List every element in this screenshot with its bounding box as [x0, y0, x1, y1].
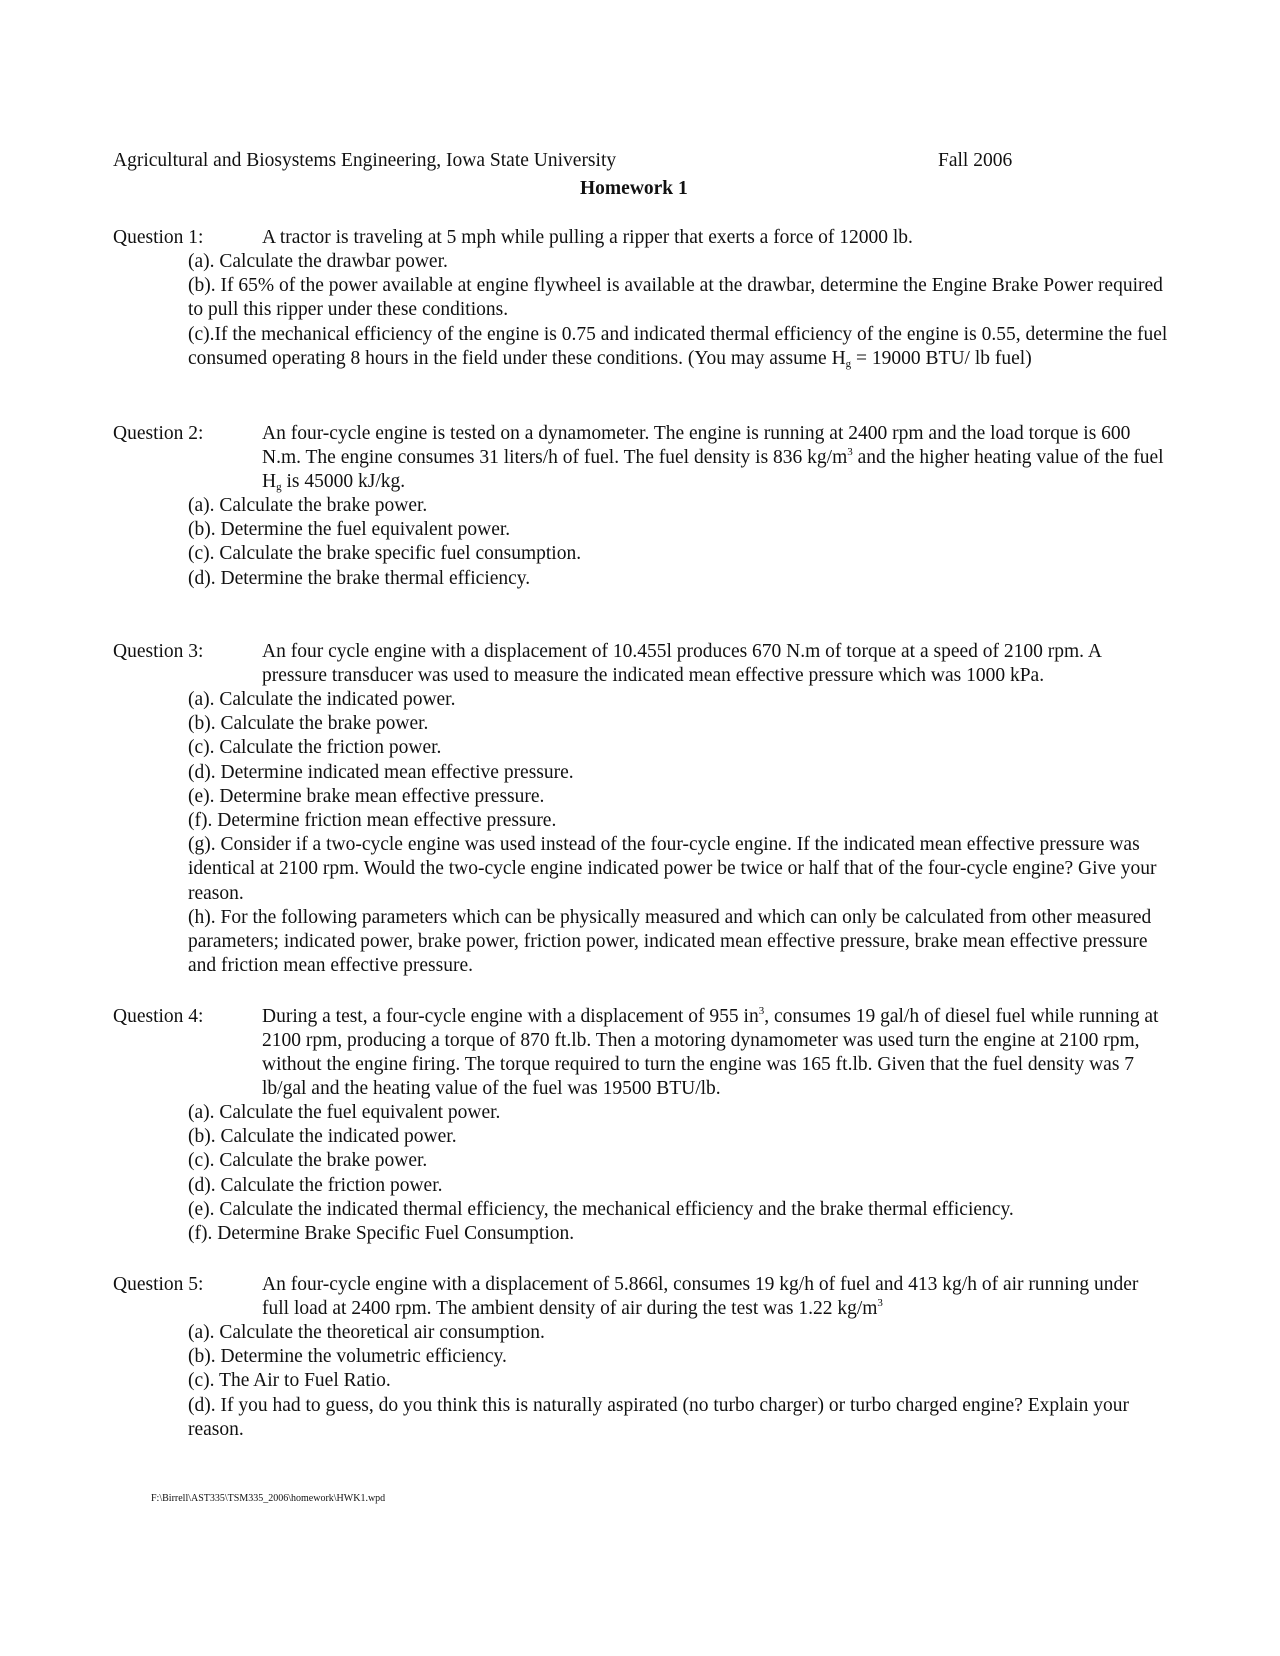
- question-4-part-c: (c). Calculate the brake power.: [188, 1150, 428, 1172]
- question-4-part-a: (a). Calculate the fuel equivalent power.: [188, 1102, 501, 1123]
- question-2-part-d: (d). Determine the brake thermal efficiency.: [188, 567, 531, 589]
- question-1-stem-text: A tractor is traveling at 5 mph while pulling a ripper that exerts a force of 12000 lb.: [262, 227, 913, 248]
- term-label: Fall 2006: [938, 150, 1013, 171]
- question-3-parts: [188, 688, 1170, 978]
- question-1-part-c: [188, 323, 1170, 371]
- question-4-part-e: (e). Calculate the indicated thermal efficiency, the mechanical efficiency and the brake thermal efficiency.: [188, 1198, 1014, 1220]
- question-5-parts: [188, 1321, 1170, 1442]
- question-3-part-d: (d). Determine indicated mean effective pressure.: [188, 761, 574, 783]
- question-2-stem-subscript: g: [276, 481, 282, 493]
- question-1-stem: [262, 226, 1170, 250]
- question-1-label: Question 1:: [113, 227, 204, 248]
- footer-file-path: F:\Birrell\AST335\TSM335_2006\homework\HWK1.wpd: [151, 1493, 386, 1504]
- question-3-stem: [262, 640, 1170, 688]
- question-4-parts: [188, 1101, 1170, 1246]
- question-2-stem-text: An four-cycle engine is tested on a dynamometer. The engine is running at 2400 rpm and the load torque is 600 N.m. The engine consumes 31 liters/h of fuel. The fuel density is 836 kg/m: [262, 423, 1131, 468]
- question-2-parts: [188, 494, 1170, 591]
- question-3-label: Question 3:: [113, 641, 204, 662]
- question-5-part-d: (d). If you had to guess, do you think this is naturally aspirated (no turbo charger) or turbo charged engine? Explain your reason.: [188, 1394, 1129, 1440]
- question-2-stem-text-2: and the higher heating value of the fuel H: [262, 447, 1164, 492]
- question-2-label: Question 2:: [113, 423, 204, 444]
- question-4-stem-text: During a test, a four-cycle engine with a displacement of 955 in: [262, 1006, 759, 1027]
- question-3-stem-text: An four cycle engine with a displacement of 10.455l produces 670 N.m of torque at a speed of 2100 rpm. A pressure transducer was used to measure the indicated mean effective pressure which was 1000 kPa.: [262, 641, 1101, 686]
- question-4-part-b: (b). Calculate the indicated power.: [188, 1126, 457, 1148]
- question-2-stem-superscript: 3: [847, 446, 853, 458]
- question-5-stem: [262, 1273, 1170, 1321]
- question-2-part-a: (a). Calculate the brake power.: [188, 495, 428, 516]
- question-5-part-a: (a). Calculate the theoretical air consumption.: [188, 1322, 545, 1343]
- question-5-part-b: (b). Determine the volumetric efficiency.: [188, 1346, 507, 1368]
- question-3-part-f: (f). Determine friction mean effective pressure.: [188, 810, 557, 832]
- question-4-part-d: (d). Calculate the friction power.: [188, 1174, 443, 1196]
- question-2-part-b: (b). Determine the fuel equivalent power.: [188, 519, 511, 541]
- question-2-stem-text-3: is 45000 kJ/kg.: [281, 471, 406, 492]
- question-5-stem-superscript: 3: [877, 1297, 883, 1309]
- question-1-part-a: (a). Calculate the drawbar power.: [188, 251, 448, 272]
- question-3-part-h: (h). For the following parameters which can be physically measured and which can only be calculated from other measured parameters; indicated power, brake power, friction power, indicated mean effective pressure, brake mean effective pressure and friction mean effective pressure.: [188, 906, 1152, 977]
- question-1-part-c-text: (c).If the mechanical efficiency of the engine is 0.75 and indicated thermal efficiency of the engine is 0.55, determine the fuel consumed operating 8 hours in the field under these conditions. (You may assume H: [188, 323, 1168, 369]
- question-2-part-c: (c). Calculate the brake specific fuel consumption.: [188, 543, 582, 565]
- question-3-part-a: (a). Calculate the indicated power.: [188, 689, 456, 710]
- question-4-stem-superscript: 3: [758, 1005, 765, 1017]
- page-title: Homework 1: [580, 178, 688, 199]
- question-1-parts: [188, 250, 1170, 371]
- question-3-part-g: (g). Consider if a two-cycle engine was used instead of the four-cycle engine. If the indicated mean effective pressure was identical at 2100 rpm. Would the two-cycle engine indicated power be twice or half that of the four-cycle engine? Give your reason.: [188, 834, 1157, 904]
- question-3-part-c: (c). Calculate the friction power.: [188, 737, 442, 759]
- question-2-stem: [262, 422, 1170, 494]
- question-5-label: Question 5:: [113, 1274, 204, 1295]
- question-5-stem-text: An four-cycle engine with a displacement of 5.866l, consumes 19 kg/h of fuel and 413 kg/h of air running under full load at 2400 rpm. The ambient density of air during the test was 1.22 kg/m: [262, 1274, 1139, 1319]
- institution-name: Agricultural and Biosystems Engineering, Iowa State University: [113, 150, 617, 171]
- question-1-part-c-text-end: = 19000 BTU/ lb fuel): [851, 347, 1032, 369]
- question-4-part-f: (f). Determine Brake Specific Fuel Consumption.: [188, 1223, 575, 1245]
- question-1-part-c-subscript: g: [845, 357, 852, 370]
- question-3-part-b: (b). Calculate the brake power.: [188, 713, 429, 735]
- question-5-part-c: (c). The Air to Fuel Ratio.: [188, 1370, 391, 1392]
- question-3-part-e: (e). Determine brake mean effective pressure.: [188, 785, 545, 807]
- question-4-label: Question 4:: [113, 1006, 204, 1027]
- question-4-stem: [262, 1005, 1170, 1101]
- question-1-part-b: (b). If 65% of the power available at engine flywheel is available at the drawbar, determine the Engine Brake Power required to pull this ripper under these conditions.: [188, 275, 1163, 321]
- question-4-stem-text-2: , consumes 19 gal/h of diesel fuel while running at 2100 rpm, producing a torque of 870 ft.lb. Then a motoring dynamometer was used turn the engine at 2100 rpm, without the engine firing. The torque required to turn the engine was 165 ft.lb. Given that the fuel density was 7 lb/gal and the heating value of the fuel was 19500 BTU/lb.: [262, 1006, 1159, 1099]
